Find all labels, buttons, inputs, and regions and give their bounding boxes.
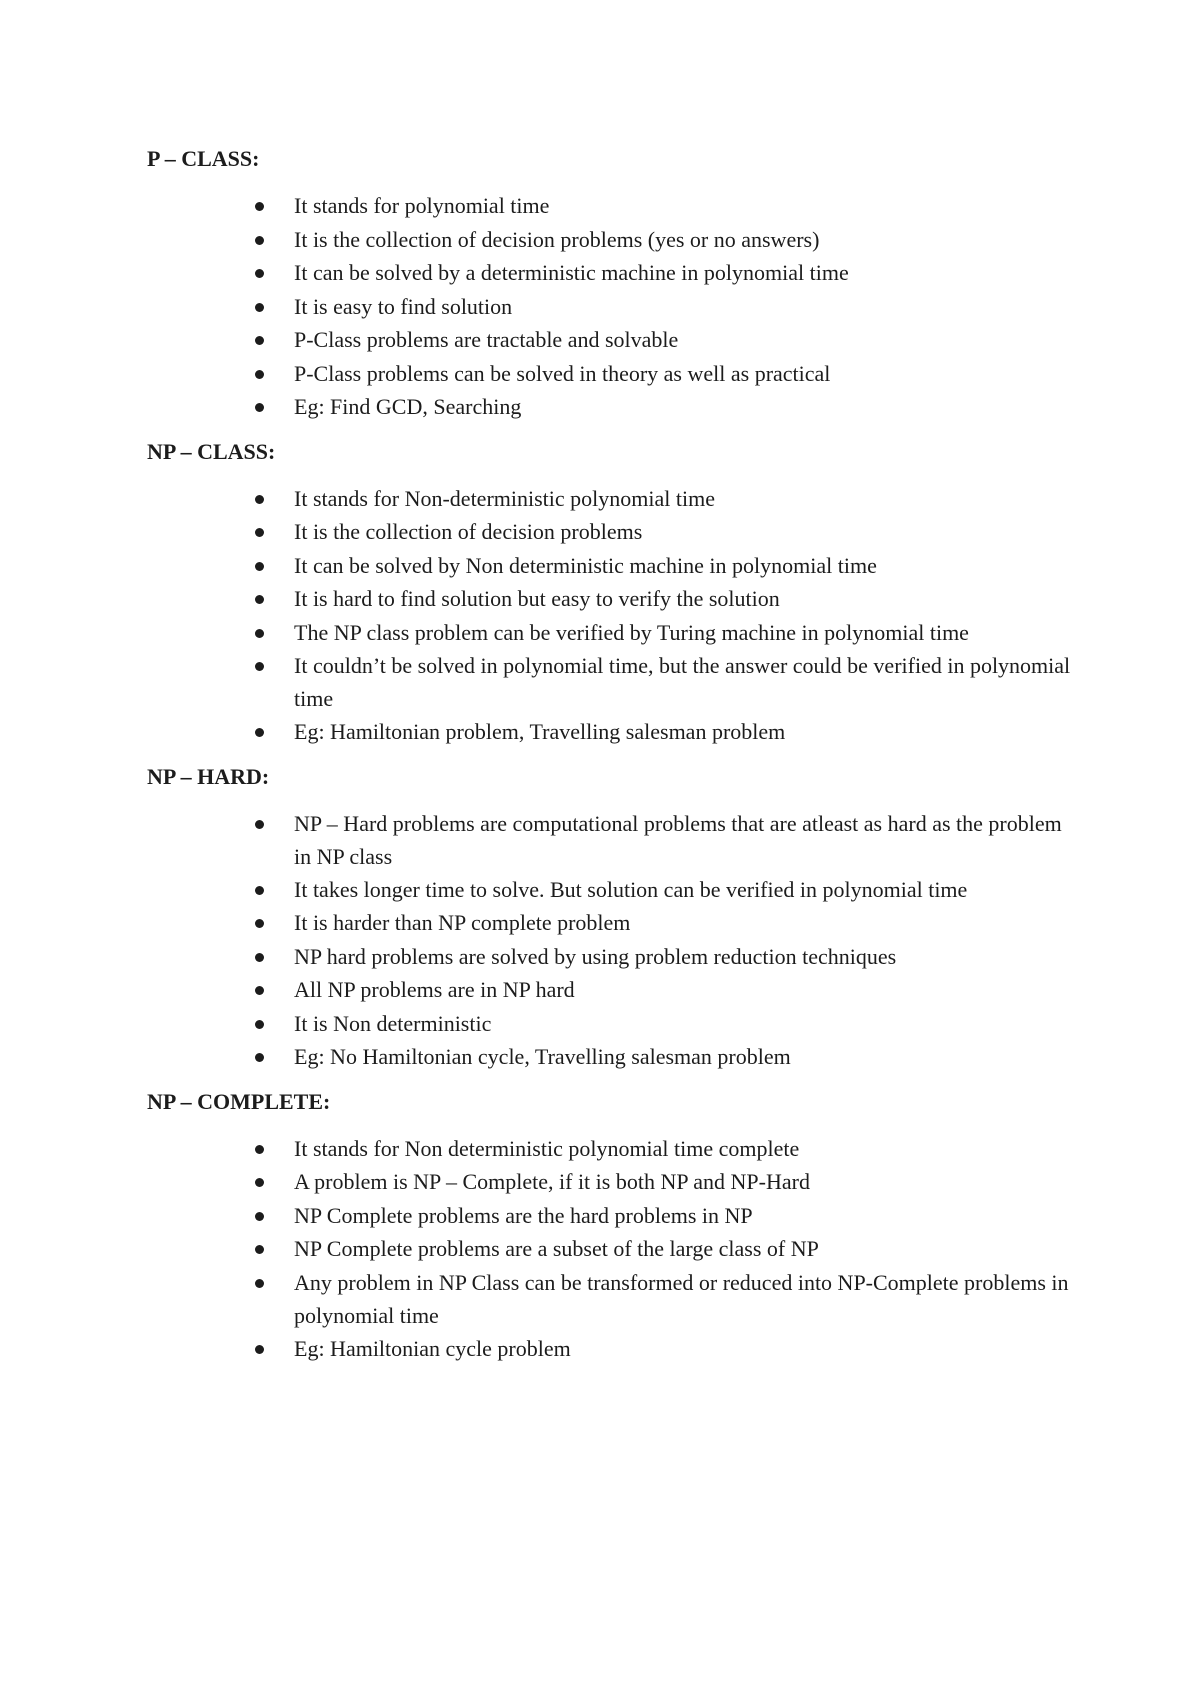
section-np-complete [0, 1087, 1200, 1366]
bullet-icon [255, 820, 264, 829]
bullet-icon [255, 1053, 264, 1062]
section-np-hard [0, 762, 1200, 1074]
section-heading: NP – CLASS: [147, 438, 276, 464]
bullet-icon [255, 370, 264, 379]
bullet-icon [255, 1279, 264, 1288]
bullet-icon [255, 236, 264, 245]
list-item-text: All NP problems are in NP hard [294, 977, 575, 1002]
bullet-icon [255, 1245, 264, 1254]
list-item [0, 290, 1074, 324]
bullet-icon [255, 303, 264, 312]
list-item-text: It can be solved by Non deterministic machine in polynomial time [294, 552, 877, 578]
section-np-class [0, 437, 1200, 749]
list-item-text: It can be solved by a deterministic machine in polynomial time [294, 260, 849, 285]
list-item-text: NP – Hard problems are computational problems that are atleast as hard as the problem in NP class [294, 810, 1062, 869]
bullet-icon [255, 403, 264, 412]
list-item [0, 515, 1074, 549]
list-item [0, 1266, 1074, 1332]
list-item [0, 390, 1074, 424]
bullet-icon [255, 919, 264, 928]
list-item [0, 1199, 1074, 1233]
list-item-text: Any problem in NP Class can be transformed or reduced into NP-Complete problems in polynomial time [294, 1269, 1069, 1328]
bullet-icon [255, 595, 264, 604]
bullet-icon [255, 953, 264, 962]
bullet-icon [255, 662, 264, 671]
bullet-icon [255, 1145, 264, 1154]
list-item [0, 873, 1074, 907]
section-heading: P – CLASS: [147, 146, 260, 171]
bullet-icon [255, 202, 264, 211]
list-item [0, 1232, 1074, 1266]
list-item-text: It couldn’t be solved in polynomial time, but the answer could be verified in polynomial time [294, 653, 1071, 711]
list-item-text: It takes longer time to solve. But solution can be verified in polynomial time [294, 876, 968, 902]
bullet-list [0, 189, 1200, 424]
list-item [0, 482, 1074, 516]
bullet-icon [255, 562, 264, 571]
list-item [0, 223, 1074, 257]
list-item-text: It is the collection of decision problems [294, 519, 643, 544]
list-item [0, 1007, 1074, 1041]
bullet-icon [255, 1345, 264, 1354]
section-heading: NP – HARD: [147, 763, 270, 789]
list-item-text: Eg: Hamiltonian cycle problem [294, 1335, 571, 1361]
list-item [0, 357, 1074, 391]
list-item-text: Eg: Find GCD, Searching [294, 394, 522, 419]
list-item-text: P-Class problems are tractable and solvable [294, 327, 679, 352]
list-item [0, 906, 1074, 940]
list-item-text: It is Non deterministic [294, 1010, 492, 1036]
section-p-class [0, 144, 1200, 424]
bullet-icon [255, 886, 264, 895]
list-item [0, 323, 1074, 357]
list-item [0, 189, 1074, 223]
bullet-icon [255, 528, 264, 537]
list-item [0, 807, 1074, 873]
bullet-list [0, 482, 1200, 749]
list-item [0, 582, 1074, 616]
list-item-text: It stands for Non-deterministic polynomial time [294, 485, 715, 511]
list-item-text: A problem is NP – Complete, if it is both NP and NP-Hard [294, 1169, 810, 1194]
list-item [0, 1132, 1074, 1166]
bullet-icon [255, 728, 264, 737]
bullet-icon [255, 1020, 264, 1029]
list-item [0, 616, 1074, 650]
list-item-text: Eg: Hamiltonian problem, Travelling salesman problem [294, 719, 786, 744]
bullet-icon [255, 1178, 264, 1187]
list-item-text: NP hard problems are solved by using problem reduction techniques [294, 943, 897, 969]
list-item-text: It is harder than NP complete problem [294, 910, 631, 935]
list-item-text: It is easy to find solution [294, 293, 513, 319]
bullet-list [0, 1132, 1200, 1366]
bullet-icon [255, 336, 264, 345]
list-item [0, 973, 1074, 1007]
list-item [0, 649, 1074, 715]
list-item [0, 1040, 1074, 1074]
list-item-text: It stands for Non deterministic polynomial time complete [294, 1135, 800, 1161]
list-item-text: Eg: No Hamiltonian cycle, Travelling salesman problem [294, 1044, 791, 1069]
list-item-text: P-Class problems can be solved in theory as well as practical [294, 360, 831, 386]
bullet-icon [255, 629, 264, 638]
bullet-list [0, 807, 1200, 1074]
list-item [0, 1332, 1074, 1366]
list-item-text: It is the collection of decision problems (yes or no answers) [294, 226, 820, 252]
list-item [0, 256, 1074, 290]
list-item [0, 549, 1074, 583]
bullet-icon [255, 1212, 264, 1221]
list-item-text: It stands for polynomial time [294, 193, 550, 218]
list-item-text: It is hard to find solution but easy to verify the solution [294, 586, 780, 611]
section-heading: NP – COMPLETE: [147, 1088, 331, 1114]
bullet-icon [255, 986, 264, 995]
list-item [0, 715, 1074, 749]
list-item-text: NP Complete problems are a subset of the large class of NP [294, 1236, 819, 1261]
bullet-icon [255, 495, 264, 504]
list-item [0, 1165, 1074, 1199]
list-item-text: The NP class problem can be verified by Turing machine in polynomial time [294, 619, 969, 645]
list-item [0, 940, 1074, 974]
list-item-text: NP Complete problems are the hard problems in NP [294, 1202, 753, 1228]
bullet-icon [255, 269, 264, 278]
